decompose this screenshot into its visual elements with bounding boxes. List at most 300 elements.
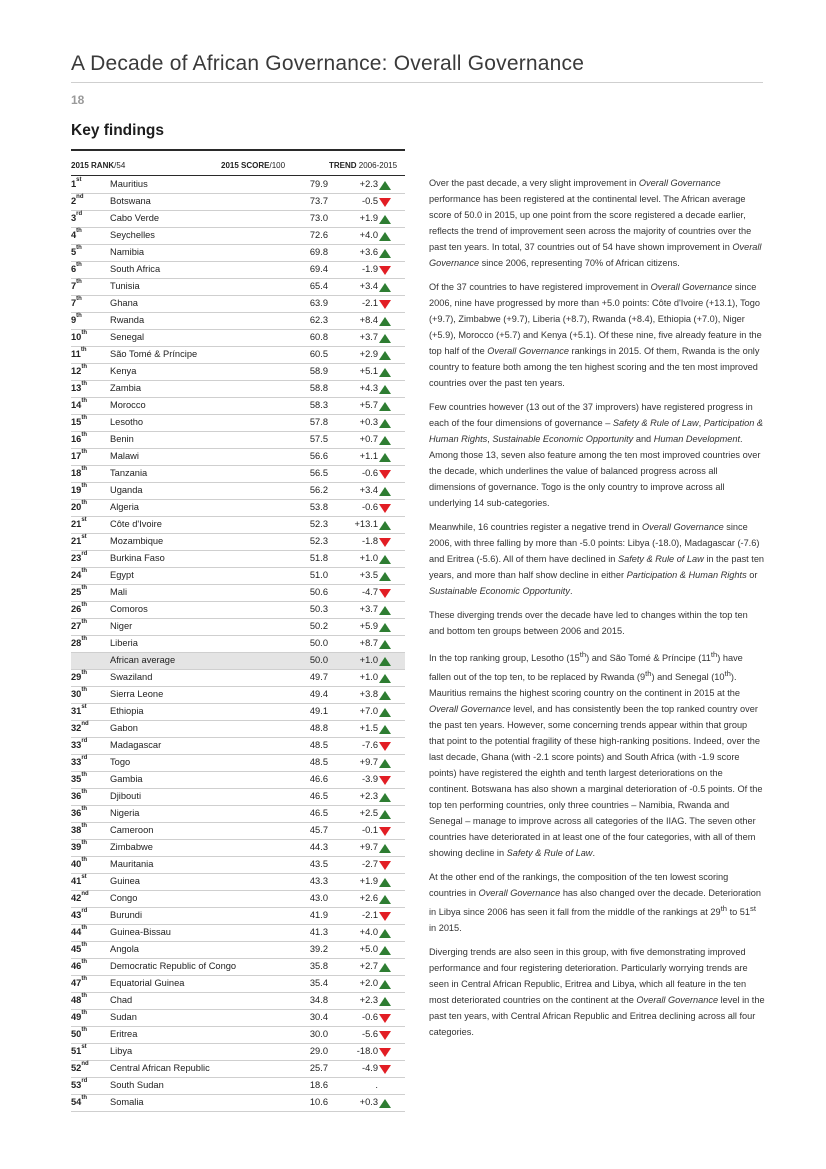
trend-up-icon [379, 215, 391, 224]
body-paragraph: Of the 37 countries to have registered improvement in Overall Governance since 2006, nine have progressed by more than +5.0 points: Côte d'Ivoire (+13.1), Togo (+9.7), Zimbabwe (+9.7), Liberia (+8.7), Rwanda (+8.4), Ethiopia (+7.0), Niger (+5.9), Morocco (+5.7) and Kenya (+5.1). Of these nine, five already feature in the top half of the Overall Governance rankings in 2015. Of them, Rwanda is the only country to feature both among the ten highest scoring and the ten most improved countries over the past ten years. [429, 282, 762, 388]
trend-cell: +8.7 [359, 638, 378, 648]
trend-down-icon [379, 861, 391, 870]
trend-up-icon [379, 232, 391, 241]
score-cell: 58.3 [309, 400, 328, 410]
trend-up-icon [379, 521, 391, 530]
rank-cell: 24th [71, 568, 88, 580]
trend-cell: +2.9 [359, 349, 378, 359]
trend-up-icon [379, 810, 391, 819]
trend-down-icon [379, 538, 391, 547]
trend-cell: -2.1 [361, 910, 378, 920]
country-cell: Angola [110, 944, 139, 954]
rank-cell: 46th [71, 959, 88, 971]
trend-down-icon [379, 504, 391, 513]
table-row [71, 704, 405, 721]
trend-cell: +2.7 [359, 961, 378, 971]
trend-cell: -1.9 [361, 264, 378, 274]
country-cell: Swaziland [110, 672, 153, 682]
trend-cell: -0.6 [361, 1012, 378, 1022]
trend-down-icon [379, 912, 391, 921]
score-cell: 43.0 [309, 893, 328, 903]
trend-up-icon [379, 725, 391, 734]
country-cell: Uganda [110, 485, 143, 495]
table-row [71, 211, 405, 228]
rank-cell: 6th [71, 262, 82, 274]
trend-down-icon [379, 1031, 391, 1040]
country-cell: Eritrea [110, 1029, 138, 1039]
trend-cell: +3.4 [359, 485, 378, 495]
trend-up-icon [379, 691, 391, 700]
table-row [71, 755, 405, 772]
trend-cell: +4.3 [359, 383, 378, 393]
trend-up-icon [379, 402, 391, 411]
table-row [71, 772, 405, 789]
rank-cell: 53rd [71, 1078, 88, 1090]
trend-down-icon [379, 742, 391, 751]
trend-cell: +0.3 [359, 417, 378, 427]
trend-up-icon [379, 929, 391, 938]
rank-cell: 52nd [71, 1061, 89, 1073]
rank-cell: 19th [71, 483, 88, 495]
country-cell: Liberia [110, 638, 138, 648]
trend-cell: +5.7 [359, 400, 378, 410]
trend-cell: +1.0 [359, 672, 378, 682]
score-cell: 46.5 [309, 808, 328, 818]
rank-cell: 20th [71, 500, 88, 512]
country-cell: Guinea [110, 876, 140, 886]
trend-down-icon [379, 827, 391, 836]
score-cell: 43.3 [309, 876, 328, 886]
rank-cell: 48th [71, 993, 88, 1005]
table-row [71, 1095, 405, 1112]
country-cell: Gabon [110, 723, 138, 733]
table-header [71, 161, 405, 175]
score-cell: 10.6 [309, 1097, 328, 1107]
rank-cell: 36th [71, 806, 88, 818]
table-row [71, 313, 405, 330]
trend-cell: -3.9 [361, 774, 378, 784]
trend-cell: -0.1 [361, 825, 378, 835]
title-divider [71, 82, 763, 83]
country-cell: Libya [110, 1046, 133, 1056]
score-cell: 30.0 [309, 1029, 328, 1039]
table-row [71, 262, 405, 279]
score-cell: 51.0 [309, 570, 328, 580]
trend-cell: +0.7 [359, 434, 378, 444]
table-row [71, 891, 405, 908]
trend-cell: -2.7 [361, 859, 378, 869]
table-row [71, 806, 405, 823]
table-row [71, 415, 405, 432]
score-cell: 72.6 [309, 230, 328, 240]
body-paragraph: Few countries however (13 out of the 37 improvers) have registered progress in each of the four dimensions of governance – Safety & Rule of Law, Participation & Human Rights, Sustainable Economic Opportunity and Human Development. Among those 13, seven also feature among the ten most improved countries over the decade, which underlines the value of balanced progress across all dimensions of governance. Togo is the only country to improve across all underlying 14 sub-categories. [429, 402, 764, 508]
score-cell: 50.0 [309, 638, 328, 648]
trend-cell: +3.6 [359, 247, 378, 257]
score-cell: 46.5 [309, 791, 328, 801]
trend-cell: +13.1 [354, 519, 378, 529]
score-cell: 58.9 [309, 366, 328, 376]
score-cell: 49.7 [309, 672, 328, 682]
trend-cell: +9.7 [359, 757, 378, 767]
body-paragraph: These diverging trends over the decade have led to changes within the top ten and bottom ten groups between 2006 and 2015. [429, 610, 748, 636]
country-cell: Djibouti [110, 791, 142, 801]
body-paragraph: At the other end of the rankings, the composition of the ten lowest scoring countries in Overall Governance has also changed over the decade. Deterioration in Libya since 2006 has seen it fall from the middle of the rankings at 29th to 51st in 2015. [429, 872, 761, 934]
score-cell: 34.8 [309, 995, 328, 1005]
trend-column-header: TREND 2006-2015 [329, 161, 398, 170]
trend-up-icon [379, 572, 391, 581]
country-cell: Benin [110, 434, 134, 444]
country-cell: Democratic Republic of Congo [110, 961, 237, 971]
rank-cell: 33rd [71, 738, 88, 750]
table-row [71, 466, 405, 483]
trend-down-icon [379, 589, 391, 598]
table-row [71, 551, 405, 568]
table-row [71, 1078, 405, 1095]
trend-up-icon [379, 895, 391, 904]
country-cell: African average [110, 655, 176, 665]
country-cell: Zambia [110, 383, 142, 393]
trend-up-icon [379, 368, 391, 377]
trend-up-icon [379, 963, 391, 972]
country-cell: Chad [110, 995, 133, 1005]
country-cell: Ethiopia [110, 706, 144, 716]
country-cell: Lesotho [110, 417, 144, 427]
score-cell: 56.2 [309, 485, 328, 495]
table-row [71, 908, 405, 925]
score-cell: 50.0 [309, 655, 328, 665]
table-row [71, 347, 405, 364]
country-cell: Sierra Leone [110, 689, 164, 699]
trend-cell: . [375, 1080, 378, 1090]
table-row [71, 721, 405, 738]
trend-up-icon [379, 249, 391, 258]
table-row [71, 177, 405, 194]
rank-cell: 5th [71, 245, 82, 257]
table-row [71, 500, 405, 517]
trend-cell: +5.9 [359, 621, 378, 631]
score-cell: 60.8 [309, 332, 328, 342]
table-row [71, 364, 405, 381]
country-cell: Togo [110, 757, 131, 767]
country-cell: Mauritius [110, 179, 148, 189]
table-row [71, 857, 405, 874]
trend-up-icon [379, 623, 391, 632]
table-row [71, 976, 405, 993]
rank-cell: 26th [71, 602, 88, 614]
table-row [71, 687, 405, 704]
score-cell: 49.4 [309, 689, 328, 699]
country-cell: Senegal [110, 332, 145, 342]
table-header-rule [71, 175, 405, 176]
rank-cell: 14th [71, 398, 88, 410]
trend-up-icon [379, 674, 391, 683]
score-cell: 48.8 [309, 723, 328, 733]
trend-up-icon [379, 334, 391, 343]
trend-cell: +3.8 [359, 689, 378, 699]
rank-cell: 4th [71, 228, 82, 240]
rank-cell: 36th [71, 789, 88, 801]
trend-cell: -18.0 [356, 1046, 378, 1056]
country-cell: Guinea-Bissau [110, 927, 171, 937]
trend-down-icon [379, 266, 391, 275]
trend-down-icon [379, 198, 391, 207]
rank-cell: 13th [71, 381, 88, 393]
country-cell: Algeria [110, 502, 139, 512]
score-cell: 41.9 [309, 910, 328, 920]
rank-cell: 31st [71, 704, 87, 716]
table-row [71, 381, 405, 398]
table-row [71, 874, 405, 891]
trend-cell: +8.4 [359, 315, 378, 325]
country-cell: Seychelles [110, 230, 155, 240]
table-row [71, 636, 405, 653]
rank-cell: 7th [71, 279, 82, 291]
rank-cell: 41st [71, 874, 87, 886]
country-cell: Morocco [110, 400, 146, 410]
table-row [71, 483, 405, 500]
rank-column-header: 2015 RANK/54 [71, 161, 126, 170]
page-title: A Decade of African Governance: Overall Governance [71, 52, 585, 75]
score-cell: 57.5 [309, 434, 328, 444]
country-cell: Cabo Verde [110, 213, 160, 223]
rank-cell: 43rd [71, 908, 88, 920]
trend-cell: +1.1 [359, 451, 378, 461]
country-cell: Madagascar [110, 740, 162, 750]
country-cell: Gambia [110, 774, 143, 784]
trend-up-icon [379, 606, 391, 615]
country-cell: Comoros [110, 604, 148, 614]
table-row [71, 602, 405, 619]
table-top-rule [71, 149, 405, 151]
trend-cell: +1.9 [359, 876, 378, 886]
score-cell: 51.8 [309, 553, 328, 563]
rank-cell: 35th [71, 772, 88, 784]
table-row [71, 619, 405, 636]
trend-cell: -7.6 [361, 740, 378, 750]
country-cell: Egypt [110, 570, 134, 580]
rank-cell: 28th [71, 636, 88, 648]
rank-cell: 29th [71, 670, 88, 682]
country-cell: Tunisia [110, 281, 140, 291]
rank-cell: 45th [71, 942, 88, 954]
trend-cell: +2.3 [359, 791, 378, 801]
trend-cell: +3.5 [359, 570, 378, 580]
trend-cell: +3.7 [359, 332, 378, 342]
table-row [71, 840, 405, 857]
trend-cell: +5.1 [359, 366, 378, 376]
body-paragraph: Over the past decade, a very slight improvement in Overall Governance performance has been registered at the continental level. The African average score of 50.0 in 2015, up one point from the score registered a decade earlier, reflects the trend of improvement seen across the majority of countries over the past ten years. In total, 37 countries out of 54 have shown improvement in Overall Governance since 2006, representing 70% of African citizens. [429, 178, 762, 268]
rank-cell: 47th [71, 976, 88, 988]
trend-cell: -0.6 [361, 468, 378, 478]
trend-cell: +7.0 [359, 706, 378, 716]
score-cell: 63.9 [309, 298, 328, 308]
score-cell: 41.3 [309, 927, 328, 937]
rank-cell: 51st [71, 1044, 87, 1056]
score-cell: 52.3 [309, 519, 328, 529]
table-row [71, 1044, 405, 1061]
score-cell: 58.8 [309, 383, 328, 393]
trend-up-icon [379, 844, 391, 853]
score-cell: 46.6 [309, 774, 328, 784]
country-cell: Mauritania [110, 859, 154, 869]
trend-up-icon [379, 385, 391, 394]
trend-cell: +0.3 [359, 1097, 378, 1107]
score-cell: 79.9 [309, 179, 328, 189]
trend-cell: +1.5 [359, 723, 378, 733]
rank-cell: 18th [71, 466, 88, 478]
score-cell: 44.3 [309, 842, 328, 852]
trend-cell: +4.0 [359, 230, 378, 240]
score-cell: 50.2 [309, 621, 328, 631]
table-row [71, 670, 405, 687]
country-cell: Nigeria [110, 808, 140, 818]
body-paragraph: Meanwhile, 16 countries register a negative trend in Overall Governance since 2006, with three falling by more than -5.0 points: Libya (-18.0), Madagascar (-7.6) and Eritrea (-5.6). All of them have declined in Safety & Rule of Law in the past ten years, and more than half show decline in either Participation & Human Rights or Sustainable Economic Opportunity. [429, 522, 765, 596]
trend-up-icon [379, 946, 391, 955]
trend-up-icon [379, 657, 391, 666]
trend-up-icon [379, 436, 391, 445]
table-row [71, 194, 405, 211]
score-cell: 35.4 [309, 978, 328, 988]
table-row [71, 330, 405, 347]
table-row [71, 1010, 405, 1027]
rank-cell: 2nd [71, 194, 84, 206]
table-row [71, 789, 405, 806]
country-cell: Burkina Faso [110, 553, 165, 563]
trend-cell: +2.6 [359, 893, 378, 903]
table-row [71, 568, 405, 585]
trend-up-icon [379, 878, 391, 887]
trend-cell: +1.9 [359, 213, 378, 223]
rank-cell: 7th [71, 296, 82, 308]
rank-cell: 40th [71, 857, 88, 869]
page-number: 18 [71, 93, 85, 107]
score-cell: 52.3 [309, 536, 328, 546]
rank-cell: 39th [71, 840, 88, 852]
trend-cell: +2.3 [359, 179, 378, 189]
rank-cell: 16th [71, 432, 88, 444]
trend-cell: +1.0 [359, 655, 378, 665]
rank-cell: 49th [71, 1010, 88, 1022]
score-cell: 18.6 [309, 1080, 328, 1090]
country-cell: Côte d'Ivoire [110, 519, 162, 529]
rank-cell: 25th [71, 585, 88, 597]
table-row [71, 245, 405, 262]
table-row [71, 1061, 405, 1078]
trend-cell: +2.0 [359, 978, 378, 988]
table-row [71, 279, 405, 296]
score-cell: 43.5 [309, 859, 328, 869]
score-cell: 50.3 [309, 604, 328, 614]
score-cell: 25.7 [309, 1063, 328, 1073]
rank-cell: 54th [71, 1095, 88, 1107]
table-row [71, 296, 405, 313]
score-cell: 57.8 [309, 417, 328, 427]
score-cell: 50.6 [309, 587, 328, 597]
country-cell: Niger [110, 621, 133, 631]
score-cell: 56.5 [309, 468, 328, 478]
country-cell: Central African Republic [110, 1063, 210, 1073]
score-cell: 62.3 [309, 315, 328, 325]
table-row [71, 228, 405, 245]
score-cell: 73.0 [309, 213, 328, 223]
trend-down-icon [379, 300, 391, 309]
country-cell: Cameroon [110, 825, 154, 835]
rank-cell: 44th [71, 925, 88, 937]
rank-cell: 30th [71, 687, 88, 699]
rank-cell: 3rd [71, 211, 83, 223]
score-cell: 35.8 [309, 961, 328, 971]
table-row [71, 432, 405, 449]
country-cell: Zimbabwe [110, 842, 153, 852]
body-text [429, 175, 765, 1048]
table-row [71, 534, 405, 551]
trend-cell: -4.9 [361, 1063, 378, 1073]
rank-cell: 50th [71, 1027, 88, 1039]
table-row [71, 993, 405, 1010]
country-cell: Ghana [110, 298, 138, 308]
trend-up-icon [379, 555, 391, 564]
score-cell: 49.1 [309, 706, 328, 716]
trend-cell: +3.4 [359, 281, 378, 291]
score-cell: 30.4 [309, 1012, 328, 1022]
country-cell: Botswana [110, 196, 151, 206]
rank-cell: 42nd [71, 891, 89, 903]
rank-cell: 17th [71, 449, 88, 461]
score-cell: 29.0 [309, 1046, 328, 1056]
score-cell: 73.7 [309, 196, 328, 206]
trend-up-icon [379, 419, 391, 428]
body-paragraph: In the top ranking group, Lesotho (15th) and São Tomé & Príncipe (11th) have fallen out of the top ten, to be replaced by Rwanda (9th) and Senegal (10th). Mauritius remains the highest scoring country on the continent in 2015 at the Overall Governance level, and has consistently been the top ranked country over the past ten years. However, some concerning trends appear within that group that point to the potential fragility of these high-ranking positions. Indeed, over the last decade, Ghana (with -2.1 score points) and South Africa (with -1.9 score points) have registered the eighth and tenth largest deteriorations on the continent. Botswana has also shown a marginal deterioration of -0.5 points. Of the top ten performing countries, only three countries – Namibia, Rwanda and Senegal – manage to improve across all categories of the IIAG. The seven other countries have deteriorated in at least one of the four categories, with all of them showing decline in Safety & Rule of Law. [429, 650, 763, 859]
table-row [71, 959, 405, 976]
trend-up-icon [379, 453, 391, 462]
trend-cell: +2.5 [359, 808, 378, 818]
country-cell: Mali [110, 587, 128, 597]
country-cell: Tanzania [110, 468, 148, 478]
trend-cell: +2.3 [359, 995, 378, 1005]
rank-cell: 23rd [71, 551, 88, 563]
trend-up-icon [379, 980, 391, 989]
trend-cell: -0.5 [361, 196, 378, 206]
trend-up-icon [379, 181, 391, 190]
country-cell: Sudan [110, 1012, 137, 1022]
score-cell: 69.8 [309, 247, 328, 257]
trend-up-icon [379, 759, 391, 768]
country-cell: South Sudan [110, 1080, 164, 1090]
score-column-header: 2015 SCORE/100 [221, 161, 286, 170]
score-cell: 69.4 [309, 264, 328, 274]
score-cell: 48.5 [309, 757, 328, 767]
table-row [71, 398, 405, 415]
country-cell: Somalia [110, 1097, 144, 1107]
trend-cell: +3.7 [359, 604, 378, 614]
trend-up-icon [379, 793, 391, 802]
trend-cell: -0.6 [361, 502, 378, 512]
table-row [71, 738, 405, 755]
table-row [71, 585, 405, 602]
trend-up-icon [379, 640, 391, 649]
trend-cell: +4.0 [359, 927, 378, 937]
country-cell: São Tomé & Príncipe [110, 349, 198, 359]
score-cell: 48.5 [309, 740, 328, 750]
trend-cell: -5.6 [361, 1029, 378, 1039]
table-row [71, 449, 405, 466]
trend-up-icon [379, 1099, 391, 1108]
rank-cell: 12th [71, 364, 88, 376]
table-row [71, 925, 405, 942]
table-row [71, 517, 405, 534]
trend-cell: +5.0 [359, 944, 378, 954]
country-cell: Congo [110, 893, 138, 903]
